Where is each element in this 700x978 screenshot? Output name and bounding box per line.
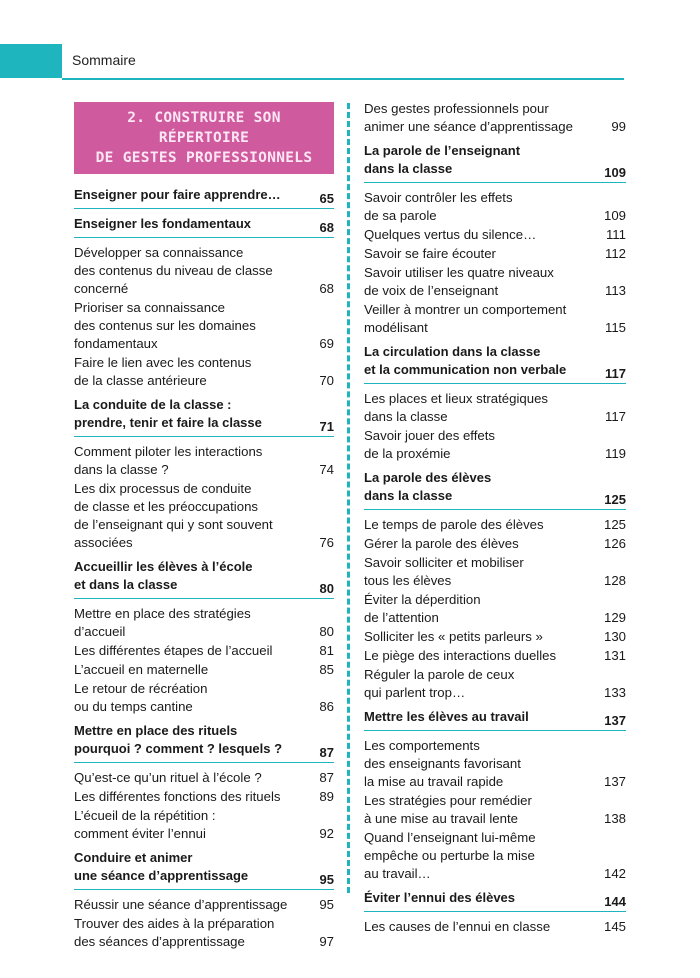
toc-entry-text: des séances d’apprentissage <box>74 934 245 949</box>
toc-page-number: 85 <box>319 662 334 677</box>
toc-page-number: 119 <box>604 446 626 461</box>
toc-entry-text: Les causes de l’ennui en classe <box>364 919 551 934</box>
toc-entry-text: une séance d’apprentissage <box>74 868 249 883</box>
toc-entry-text: Les dix processus de conduite <box>74 481 252 496</box>
toc-entry-text: prendre, tenir et faire la classe <box>74 415 262 430</box>
toc-entry-text: et dans la classe <box>74 577 178 592</box>
toc-entry-text: Faire le lien avec les contenus <box>74 355 252 370</box>
toc-entry[interactable] <box>364 628 626 646</box>
toc-list <box>364 100 626 936</box>
toc-entry-text: Gérer la parole des élèves <box>364 536 519 551</box>
toc-entry-text: Quelques vertus du silence… <box>364 227 537 242</box>
toc-entry-text: de la classe antérieure <box>74 373 207 388</box>
toc-entry-text: Le retour de récréation <box>74 681 208 696</box>
toc-entry-text: au travail… <box>364 866 431 881</box>
toc-entry-text: Prioriser sa connaissance <box>74 300 225 315</box>
toc-page-number: 71 <box>319 419 334 434</box>
toc-entry[interactable] <box>364 427 626 463</box>
toc-page-number: 111 <box>605 227 626 242</box>
toc-page-number: 80 <box>319 581 334 596</box>
toc-page-number: 87 <box>319 770 334 785</box>
toc-entry-text: tous les élèves <box>364 573 452 588</box>
toc-entry[interactable] <box>74 443 334 479</box>
toc-page-number: 125 <box>603 517 626 532</box>
toc-page-number: 95 <box>319 872 334 887</box>
toc-entry-text: Les places et lieux stratégiques <box>364 391 549 406</box>
toc-entry-text: Le piège des interactions duelles <box>364 648 557 663</box>
toc-entry-text: concerné <box>74 281 129 296</box>
toc-page-number: 144 <box>604 894 626 909</box>
toc-entry-text: La parole de l’enseignant <box>364 143 521 158</box>
toc-entry[interactable] <box>364 554 626 590</box>
toc-heading-entry[interactable] <box>364 708 626 731</box>
toc-heading-entry[interactable] <box>74 849 334 890</box>
toc-entry-text: La circulation dans la classe <box>364 344 541 359</box>
toc-heading-entry[interactable] <box>364 142 626 183</box>
toc-entry-text: empêche ou perturbe la mise <box>364 848 535 863</box>
toc-page-number: 89 <box>319 789 334 804</box>
toc-entry[interactable] <box>74 244 334 298</box>
toc-page-number: 86 <box>319 699 334 714</box>
toc-entry[interactable] <box>364 666 626 702</box>
header-rule <box>62 78 624 80</box>
toc-entry[interactable] <box>74 299 334 353</box>
toc-entry-text: des contenus du niveau de classe <box>74 263 273 278</box>
toc-entry-text: La parole des élèves <box>364 470 492 485</box>
toc-heading-entry[interactable] <box>364 889 626 912</box>
toc-entry-text: dans la classe <box>364 409 448 424</box>
toc-entry-text: de classe et les préoccupations <box>74 499 259 514</box>
toc-entry-text: Les comportements <box>364 738 480 753</box>
toc-entry-text: de l’attention <box>364 610 439 625</box>
toc-entry-text: de sa parole <box>364 208 437 223</box>
toc-entry[interactable] <box>364 390 626 426</box>
toc-page-number: 76 <box>319 535 334 550</box>
toc-page-number: 138 <box>603 811 626 826</box>
toc-entry[interactable] <box>364 301 626 337</box>
toc-entry[interactable] <box>364 918 626 936</box>
toc-entry-text: animer une séance d’apprentissage <box>364 119 573 134</box>
toc-entry-text: Quand l’enseignant lui-même <box>364 830 536 845</box>
toc-page-number: 95 <box>319 897 334 912</box>
toc-entry[interactable] <box>74 480 334 552</box>
toc-heading-entry[interactable] <box>74 722 334 763</box>
toc-entry-text: ou du temps cantine <box>74 699 193 714</box>
toc-left-column <box>74 100 334 952</box>
toc-entry-text: Réguler la parole de ceux <box>364 667 515 682</box>
toc-entry-text: La conduite de la classe : <box>74 397 232 412</box>
toc-page-number: 80 <box>319 624 334 639</box>
toc-entry[interactable] <box>74 680 334 716</box>
toc-entry-text: et la communication non verbale <box>364 362 567 377</box>
toc-entry-text: Veiller à montrer un comportement <box>364 302 567 317</box>
toc-page-number: 137 <box>604 713 626 728</box>
toc-entry-text: Comment piloter les interactions <box>74 444 263 459</box>
toc-heading-entry[interactable] <box>74 215 334 238</box>
toc-entry-text: Savoir contrôler les effets <box>364 190 513 205</box>
toc-page-number: 109 <box>604 165 626 180</box>
toc-entry[interactable] <box>74 896 334 914</box>
toc-entry-text: de voix de l’enseignant <box>364 283 499 298</box>
toc-entry-text: Mettre les élèves au travail <box>364 709 529 724</box>
toc-entry-text: Mettre en place des stratégies <box>74 606 251 621</box>
toc-entry[interactable] <box>364 189 626 225</box>
toc-entry[interactable] <box>364 226 626 244</box>
toc-entry-text: Conduire et animer <box>74 850 193 865</box>
toc-entry-text: Le temps de parole des élèves <box>364 517 544 532</box>
toc-page-number: 81 <box>319 643 334 658</box>
toc-entry-text: pourquoi ? comment ? lesquels ? <box>74 741 283 756</box>
toc-page-number: 99 <box>611 119 626 134</box>
toc-page-number: 109 <box>603 208 626 223</box>
toc-entry-text: Les stratégies pour remédier <box>364 793 532 808</box>
toc-page-number: 87 <box>319 745 334 760</box>
toc-page-number: 113 <box>604 283 626 298</box>
toc-entry-text: L’écueil de la répétition : <box>74 808 216 823</box>
section-banner-line: 2. CONSTRUIRE SON RÉPERTOIRE <box>127 110 281 146</box>
toc-page-number: 125 <box>604 492 626 507</box>
toc-page-number: 70 <box>319 373 334 388</box>
toc-entry-text: d’accueil <box>74 624 126 639</box>
toc-page-number: 126 <box>603 536 626 551</box>
toc-entry-text: à une mise au travail lente <box>364 811 518 826</box>
toc-entry-text: Enseigner pour faire apprendre… <box>74 187 281 202</box>
toc-entry-text: dans la classe <box>364 488 453 503</box>
toc-entry[interactable] <box>364 829 626 883</box>
toc-list <box>74 186 334 951</box>
toc-entry-text: associées <box>74 535 133 550</box>
toc-entry-text: Les différentes fonctions des rituels <box>74 789 281 804</box>
toc-entry-text: de la proxémie <box>364 446 451 461</box>
toc-page-number: 129 <box>603 610 626 625</box>
toc-entry[interactable] <box>364 535 626 553</box>
header-accent-block <box>0 44 62 78</box>
toc-page-number: 133 <box>603 685 626 700</box>
toc-entry-text: Réussir une séance d’apprentissage <box>74 897 288 912</box>
toc-entry-text: des enseignants favorisant <box>364 756 521 771</box>
toc-entry-text: L’accueil en maternelle <box>74 662 209 677</box>
toc-entry-text: Mettre en place des rituels <box>74 723 238 738</box>
toc-entry[interactable] <box>74 354 334 390</box>
toc-entry-text: Développer sa connaissance <box>74 245 244 260</box>
toc-entry-text: modélisant <box>364 320 428 335</box>
toc-heading-entry[interactable] <box>74 558 334 599</box>
toc-page-number: 137 <box>603 774 626 789</box>
toc-entry-text: de l’enseignant qui y sont souvent <box>74 517 273 532</box>
toc-entry[interactable] <box>74 915 334 951</box>
toc-entry[interactable] <box>364 792 626 828</box>
toc-page-number: 117 <box>605 366 626 381</box>
section-banner <box>74 102 334 174</box>
toc-entry-text: Savoir solliciter et mobiliser <box>364 555 524 570</box>
toc-page-number: 130 <box>603 629 626 644</box>
toc-entry[interactable] <box>74 661 334 679</box>
page-title: Sommaire <box>72 52 136 68</box>
toc-page-number: 69 <box>319 336 334 351</box>
toc-entry-text: qui parlent trop… <box>364 685 466 700</box>
toc-entry[interactable] <box>74 605 334 641</box>
toc-heading-entry[interactable] <box>74 396 334 437</box>
toc-entry-text: Accueillir les élèves à l’école <box>74 559 253 574</box>
toc-page-number: 131 <box>603 648 626 663</box>
toc-entry-text: comment éviter l’ennui <box>74 826 206 841</box>
toc-page-number: 97 <box>319 934 334 949</box>
toc-page-number: 117 <box>604 409 626 424</box>
toc-page-number: 74 <box>319 462 334 477</box>
toc-page-number: 68 <box>319 220 334 235</box>
column-divider <box>347 103 350 893</box>
toc-entry-text: Trouver des aides à la préparation <box>74 916 275 931</box>
toc-entry-text: dans la classe ? <box>74 462 169 477</box>
toc-entry-text: fondamentaux <box>74 336 158 351</box>
toc-entry-text: Savoir se faire écouter <box>364 246 496 261</box>
toc-entry-text: Éviter l’ennui des élèves <box>364 890 516 905</box>
toc-entry-text: Qu’est-ce qu’un rituel à l’école ? <box>74 770 262 785</box>
toc-entry[interactable] <box>364 245 626 263</box>
toc-entry-text: Enseigner les fondamentaux <box>74 216 251 231</box>
toc-entry[interactable] <box>364 737 626 791</box>
toc-heading-entry[interactable] <box>364 469 626 510</box>
toc-entry[interactable] <box>364 100 626 136</box>
toc-page-number: 115 <box>604 320 626 335</box>
toc-entry-text: dans la classe <box>364 161 453 176</box>
toc-entry-text: Éviter la déperdition <box>364 592 481 607</box>
toc-page-number: 128 <box>603 573 626 588</box>
toc-entry[interactable] <box>74 769 334 787</box>
toc-heading-entry[interactable] <box>74 186 334 209</box>
toc-entry[interactable] <box>364 516 626 534</box>
toc-entry[interactable] <box>364 647 626 665</box>
toc-entry[interactable] <box>364 264 626 300</box>
toc-entry-text: Solliciter les « petits parleurs » <box>364 629 543 644</box>
toc-entry-text: Les différentes étapes de l’accueil <box>74 643 273 658</box>
toc-right-column <box>364 100 626 937</box>
toc-page-number: 142 <box>603 866 626 881</box>
toc-entry-text: des contenus sur les domaines <box>74 318 256 333</box>
toc-entry[interactable] <box>364 591 626 627</box>
toc-entry[interactable] <box>74 807 334 843</box>
toc-entry-text: Des gestes professionnels pour <box>364 101 549 116</box>
toc-page-number: 145 <box>603 919 626 934</box>
toc-entry-text: la mise au travail rapide <box>364 774 504 789</box>
toc-page-number: 92 <box>319 826 334 841</box>
section-banner-line: DE GESTES PROFESSIONNELS <box>95 150 313 166</box>
toc-page-number: 112 <box>604 246 626 261</box>
toc-page-number: 68 <box>319 281 334 296</box>
toc-page-number: 65 <box>319 191 334 206</box>
toc-entry[interactable] <box>74 642 334 660</box>
toc-entry[interactable] <box>74 788 334 806</box>
toc-heading-entry[interactable] <box>364 343 626 384</box>
toc-entry-text: Savoir jouer des effets <box>364 428 495 443</box>
toc-entry-text: Savoir utiliser les quatre niveaux <box>364 265 554 280</box>
